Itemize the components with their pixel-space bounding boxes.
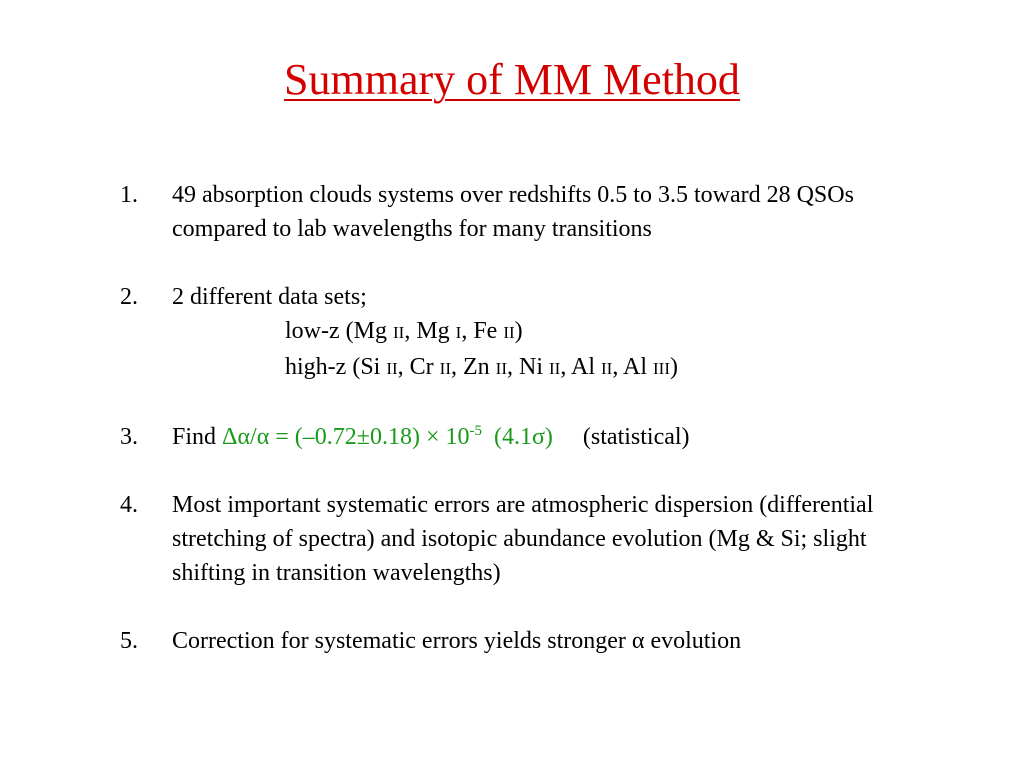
low-z-prefix: low-z (: [285, 318, 354, 344]
high-z-ion: II: [386, 359, 398, 378]
high-z-element: Si: [360, 354, 381, 380]
high-z-ion: II: [495, 359, 507, 378]
result-significance: (4.1σ): [494, 424, 553, 450]
high-z-element: Zn: [462, 354, 490, 380]
list-text: 2 different data sets;: [172, 284, 367, 310]
result-value: [222, 424, 553, 450]
high-z-ion: II: [548, 359, 561, 378]
low-z-line: low-z (Mg II, Mg I, Fe II): [285, 318, 523, 344]
list-number: 3.: [120, 424, 138, 450]
list-text: Correction for systematic errors yields stronger α evolution: [172, 628, 742, 654]
list-text: 49 absorption clouds systems over redshifts 0.5 to 3.5 toward 28 QSOs compared to lab wavelengths for many transitions: [172, 182, 854, 242]
find-label: Find: [172, 424, 217, 450]
low-z-suffix: ): [514, 318, 523, 344]
list-item-2: [120, 280, 920, 386]
high-z-ion: II: [439, 359, 451, 378]
list-body: [172, 420, 920, 454]
list-item-3: [120, 420, 920, 454]
result-note: (statistical): [582, 424, 690, 450]
low-z-element: Mg: [416, 318, 450, 344]
low-z-ion: II: [503, 323, 515, 342]
high-z-ion: III: [653, 359, 670, 378]
low-z-element: Mg: [353, 318, 387, 344]
list-number: 4.: [120, 492, 138, 518]
high-z-element: Al: [571, 354, 595, 380]
high-z-element: Al: [623, 354, 648, 380]
low-z-element: Fe: [473, 318, 498, 344]
slide-title-text: Summary of MM Method: [284, 55, 740, 104]
high-z-suffix: ): [670, 354, 678, 380]
list-item-4: [120, 488, 920, 590]
list-number: 2.: [120, 284, 138, 310]
low-z-ion: I: [455, 323, 462, 342]
high-z-element: Ni: [518, 354, 543, 380]
high-z-prefix: high-z (: [285, 354, 361, 380]
summary-list: [120, 178, 920, 692]
result-expression: Δα/α = (–0.72±0.18) × 10: [222, 424, 470, 450]
list-item-5: [120, 624, 920, 658]
high-z-ion: II: [601, 359, 613, 378]
list-text: Most important systematic errors are atmospheric dispersion (differential stretching of spectra) and isotopic abundance evolution (Mg & Si; slight shifting in transition wavelengths): [172, 492, 874, 586]
low-z-ion: II: [392, 323, 405, 342]
list-body: [172, 280, 920, 386]
list-number: 5.: [120, 628, 138, 654]
high-z-element: Cr: [409, 354, 434, 380]
list-item-1: [120, 178, 920, 246]
slide-title: [0, 52, 1024, 108]
result-exponent: -5: [469, 423, 482, 439]
list-number: 1.: [120, 182, 138, 208]
high-z-line: high-z (Si II, Cr II, Zn II, Ni II, Al II, Al III): [285, 354, 678, 380]
